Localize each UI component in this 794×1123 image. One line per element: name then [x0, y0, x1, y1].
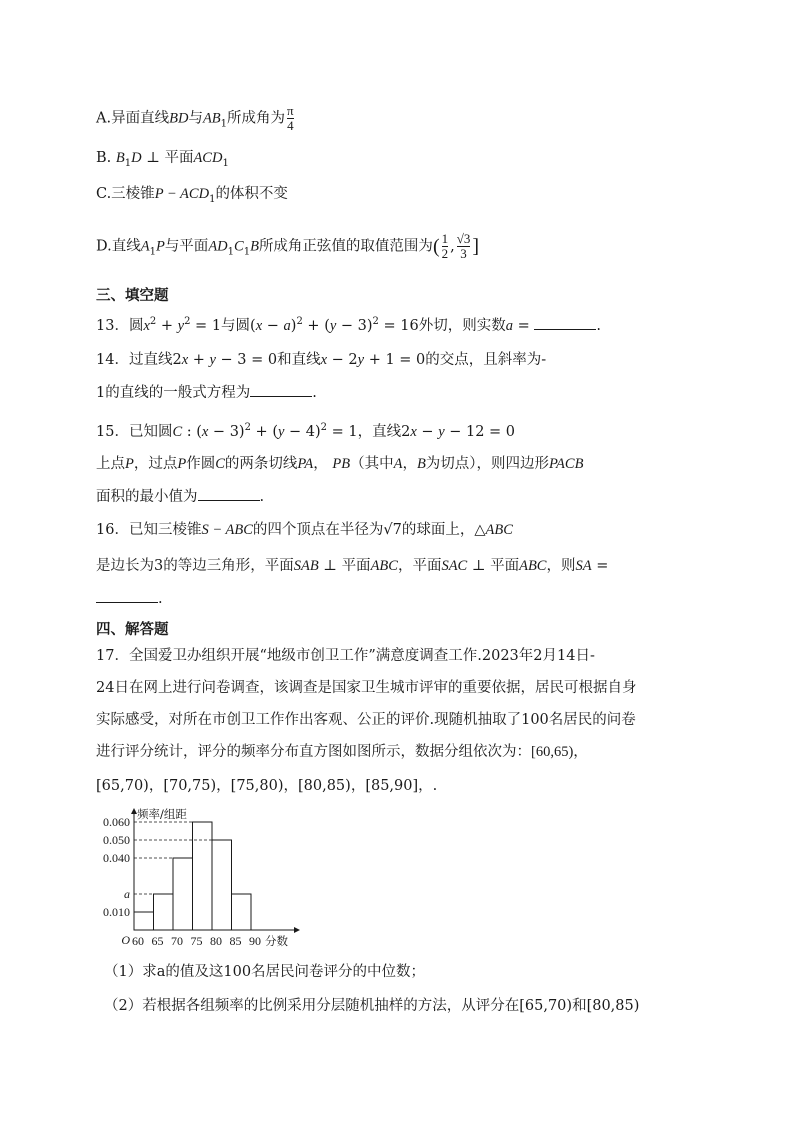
option-d: D.直线$A_1P$与平面$AD_1C_1B$所成角正弦值的取值范围为( $\frac{1}{2}$ , $\frac{√3}{3}$ ] [96, 231, 480, 261]
x-tick-label: 70 [171, 934, 183, 948]
option-b: B. $B_1D$ ⊥ 平面$ACD_1$ [96, 150, 229, 169]
question-17-line2: 24日在网上进行问卷调查，该调查是国家卫生城市评审的重要依据，居民可根据自身 [96, 680, 637, 696]
answer-blank[interactable] [534, 315, 596, 330]
question-15-line2: 上点P，过点P作圆C的两条切线PA， PB（其中A，B为切点），则四边形PACB [96, 456, 584, 472]
question-16-line2: 是边长为3的等边三角形，平面SAB ⊥ 平面ABC，平面SAC ⊥ 平面ABC，则SA = [96, 558, 609, 574]
x-tick-label: 90 [249, 934, 261, 948]
option-c: C.三棱锥$P - ACD_1$的体积不变 [96, 186, 288, 205]
histogram-bar [193, 822, 213, 930]
histogram-bar [212, 840, 232, 930]
y-tick-label: 0.040 [103, 851, 130, 865]
x-tick-label: 80 [210, 934, 222, 948]
answer-blank[interactable] [198, 486, 260, 501]
question-17-line4: 进行评分统计，评分的频率分布直方图如图所示，数据分组依次为：[60,65)， [96, 744, 588, 760]
section-title: 三、填空题 [96, 288, 169, 304]
origin-label: O [121, 933, 130, 947]
y-tick-label: a [124, 887, 130, 901]
y-tick-label: 0.060 [103, 815, 130, 829]
question-17-line3: 实际感受，对所在市创卫工作作出客观、公正的评价.现随机抽取了100名居民的问卷 [96, 712, 636, 728]
answer-blank[interactable] [96, 588, 158, 603]
x-tick-label: 60 [132, 934, 144, 948]
frequency-histogram [94, 806, 314, 954]
y-tick-label: 0.050 [103, 833, 130, 847]
section-title: 四、解答题 [96, 622, 169, 638]
question-13: 13．圆$x^2 + y^2 = 1$与圆$(x - a)^2 + (y - 3)^2 = 16$外切，则实数a = . [96, 316, 601, 334]
fraction: $\frac{\pi}{4}$ [287, 103, 294, 133]
question-15-line1: 15．已知圆C : $(x - 3)^2 + (y - 4)^2 = 1$，直线2x − y − 12 = 0 [96, 422, 516, 440]
question-14-line2: 1的直线的一般式方程为 . [96, 382, 317, 403]
x-axis-label: 分数 [265, 934, 288, 948]
question-17-sub1: （1）求a的值及这100名居民问卷评分的中位数； [104, 964, 426, 980]
question-17-line1: 17．全国爱卫办组织开展“地级市创卫工作”满意度调查工作.2023年2月14日- [96, 648, 595, 664]
histogram-bar [154, 894, 174, 930]
histogram-bar [134, 912, 154, 930]
question-14-line1: 14．过直线2x + y − 3 = 0和直线x − 2y + 1 = 0的交点，且斜率为- [96, 352, 547, 368]
question-17-sub2: （2）若根据各组频率的比例采用分层随机抽样的方法，从评分在[65,70)和[80,85) [104, 998, 640, 1014]
y-axis-label: 频率/组距 [137, 807, 187, 821]
histogram-bar [173, 858, 193, 930]
x-tick-label: 65 [151, 934, 164, 948]
option-a: A.异面直线BD与$AB_1$所成角为 $\frac{\pi}{4}$ [96, 103, 294, 133]
x-tick-label: 75 [190, 934, 203, 948]
y-tick-label: 0.010 [103, 905, 130, 919]
question-15-line3: 面积的最小值为 . [96, 486, 264, 507]
question-16-line3: . [96, 588, 163, 609]
x-tick-label: 85 [229, 934, 242, 948]
x-axis-arrow [294, 927, 300, 933]
histogram-bar [232, 894, 252, 930]
answer-blank[interactable] [250, 382, 312, 397]
question-16-line1: 16．已知三棱锥S − ABC的四个顶点在半径为√7的球面上，△ABC [96, 522, 513, 538]
question-17-line5: [65,70)，[70,75)，[75,80)，[80,85)，[85,90]，. [96, 778, 438, 794]
